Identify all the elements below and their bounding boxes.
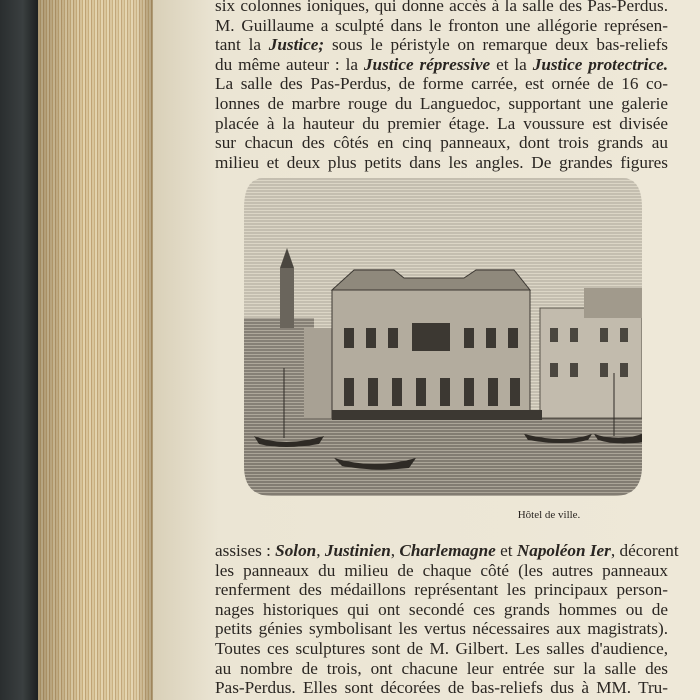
text-line: petits génies symbolisant les vertus nécessaires aux magistrats).: [215, 619, 668, 639]
text-line: M. Guillaume a sculpté dans le fronton une allégorie représen-: [215, 15, 668, 35]
text-line: [215, 55, 668, 75]
text-line: Pas-Perdus. Elles sont décorées de bas-reliefs dus à MM. Tru-: [215, 678, 668, 698]
italic-span: Justice répressive: [363, 54, 491, 74]
text-span: ,: [316, 541, 325, 560]
text-line: les panneaux du milieu de chaque côté (les autres panneaux: [215, 560, 668, 580]
text-line: [215, 35, 668, 55]
text-span: assises :: [215, 541, 276, 560]
figure-caption: Hôtel de ville.: [517, 509, 581, 521]
text-line: Toutes ces sculptures sont de M. Gilbert. Les salles d'audience,: [215, 638, 668, 658]
text-line: sur chacun des côtés en cinq panneaux, dont trois grands au: [215, 133, 668, 153]
italic-span: Napoléon Ier: [516, 541, 611, 560]
text-line: renferment des médaillons représentant les principaux person-: [215, 580, 668, 600]
text-block-bottom: [215, 541, 679, 698]
text-line: nages historiques qui ont secondé ces grands hommes ou de: [215, 599, 668, 619]
text-span: ,: [390, 541, 400, 560]
italic-span: Charlemagne: [399, 541, 496, 560]
text-line: six colonnes ioniques, qui donne accès à la salle des Pas-Perdus.: [215, 0, 668, 15]
engraving-hotel-de-ville: [244, 178, 642, 496]
italic-span: Justice protectrice.: [532, 54, 668, 74]
text-span: sous le péristyle on remarque deux bas-reliefs: [324, 35, 668, 55]
text-line: La salle des Pas-Perdus, de forme carrée, est ornée de 16 co-: [215, 74, 668, 94]
text-span: tant la: [215, 35, 269, 55]
italic-span: Solon: [275, 541, 317, 560]
text-line: au nombre de trois, ont chacune leur entrée sur la salle des: [215, 658, 668, 678]
book-binding: [0, 0, 38, 700]
text-block-top: [215, 0, 668, 172]
italic-span: Justice;: [268, 35, 325, 55]
text-line: placée à la hauteur du premier étage. La voussure est divisée: [215, 113, 668, 133]
text-line: lonnes de marbre rouge du Languedoc, supportant une galerie: [215, 93, 668, 113]
page-edges: [38, 0, 153, 700]
text-span: du même auteur : la: [215, 54, 364, 74]
italic-span: Justinien: [324, 541, 391, 560]
text-span: , décorent: [610, 541, 679, 560]
text-line: milieu et deux plus petits dans les angles. De grandes figures: [215, 152, 668, 172]
text-span: et la: [490, 54, 533, 74]
text-span: et: [495, 541, 517, 560]
text-line: [215, 541, 679, 561]
